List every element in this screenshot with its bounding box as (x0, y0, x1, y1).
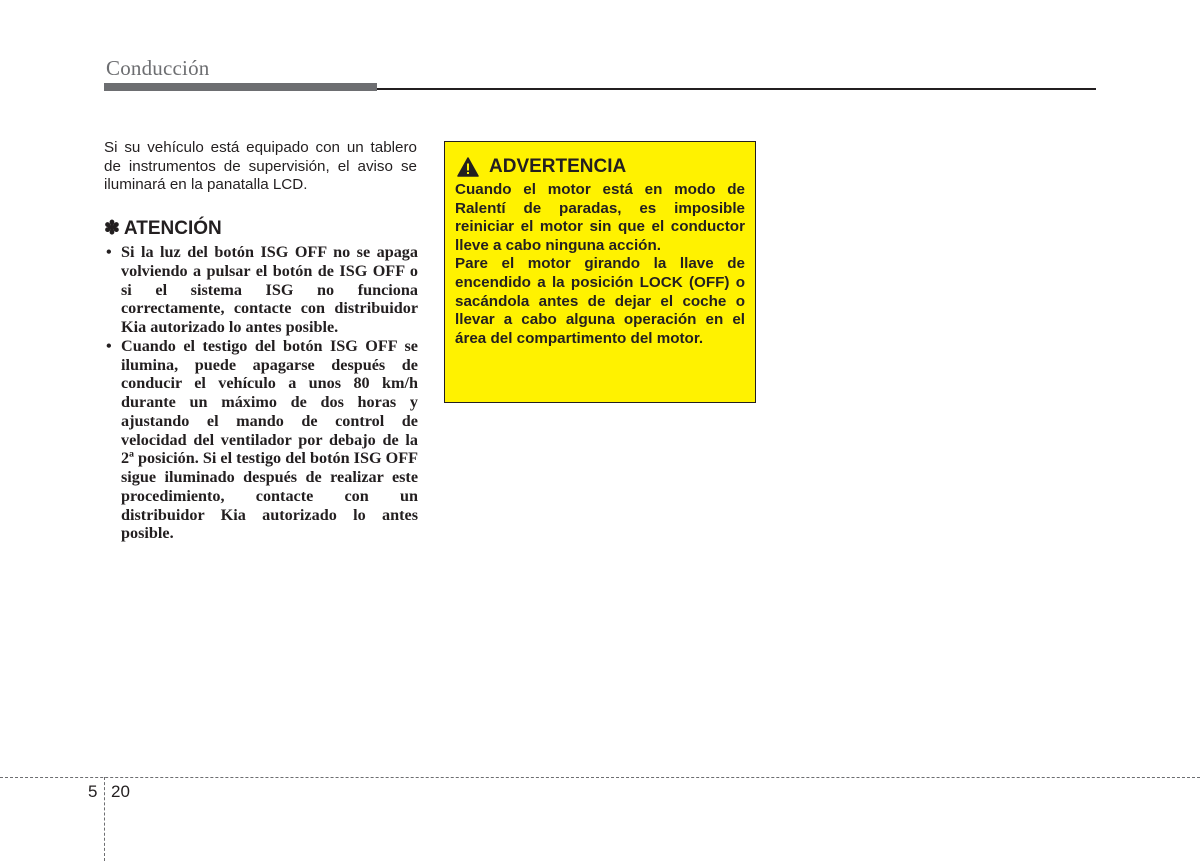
page-section-title: Conducción (106, 56, 210, 80)
attention-star-icon: ✽ (104, 218, 120, 239)
warning-box (444, 141, 756, 403)
bullet-icon: • (106, 243, 112, 261)
attention-list-item (104, 337, 418, 543)
warning-paragraph: Cuando el motor está en modo de Ralentí de paradas, es imposible reiniciar el motor sin que el conductor lleve a cabo ninguna acción. (455, 181, 745, 254)
bullet-icon: • (106, 336, 112, 355)
attention-list (104, 243, 418, 543)
warning-triangle-icon (457, 157, 479, 177)
warning-paragraph: Pare el motor girando la llave de encendido a la posición LOCK (OFF) o sacándola antes de dejar el coche o llevar a cabo alguna operación en el área del compartimento del motor. (455, 255, 745, 347)
attention-list-item (104, 243, 418, 337)
attention-item-text: Cuando el testigo del botón ISG OFF se ilumina, puede apagarse después de conducir el vehículo a unos 80 km/h durante un máximo de dos horas y ajustando el mando de control de velocidad del ventilador por debajo de la 2ª posición. Si el testigo del botón ISG OFF sigue iluminado después de realizar este procedimiento, contacte con un distribuidor Kia autorizado lo antes posible. (121, 336, 418, 543)
warning-heading (455, 155, 745, 179)
page-number: 20 (111, 782, 130, 801)
attention-heading-label: ATENCIÓN (123, 218, 222, 239)
attention-heading (104, 217, 222, 241)
attention-item-text: Si la luz del botón ISG OFF no se apaga volviendo a pulsar el botón de ISG OFF o si el sistema ISG no funciona correctamente, contacte con distribuidor Kia autorizado lo antes posible. (121, 243, 418, 336)
warning-heading-label: ADVERTENCIA (489, 156, 627, 177)
footer-dashed-divider (104, 777, 105, 861)
footer-dashed-rule (0, 777, 1200, 778)
header-rule-thin (377, 88, 1096, 90)
header-rule-thick (104, 83, 377, 91)
chapter-number: 5 (88, 782, 98, 801)
intro-paragraph: Si su vehículo está equipado con un tablero de instrumentos de supervisión, el aviso se iluminará en la panatalla LCD. (104, 139, 417, 193)
